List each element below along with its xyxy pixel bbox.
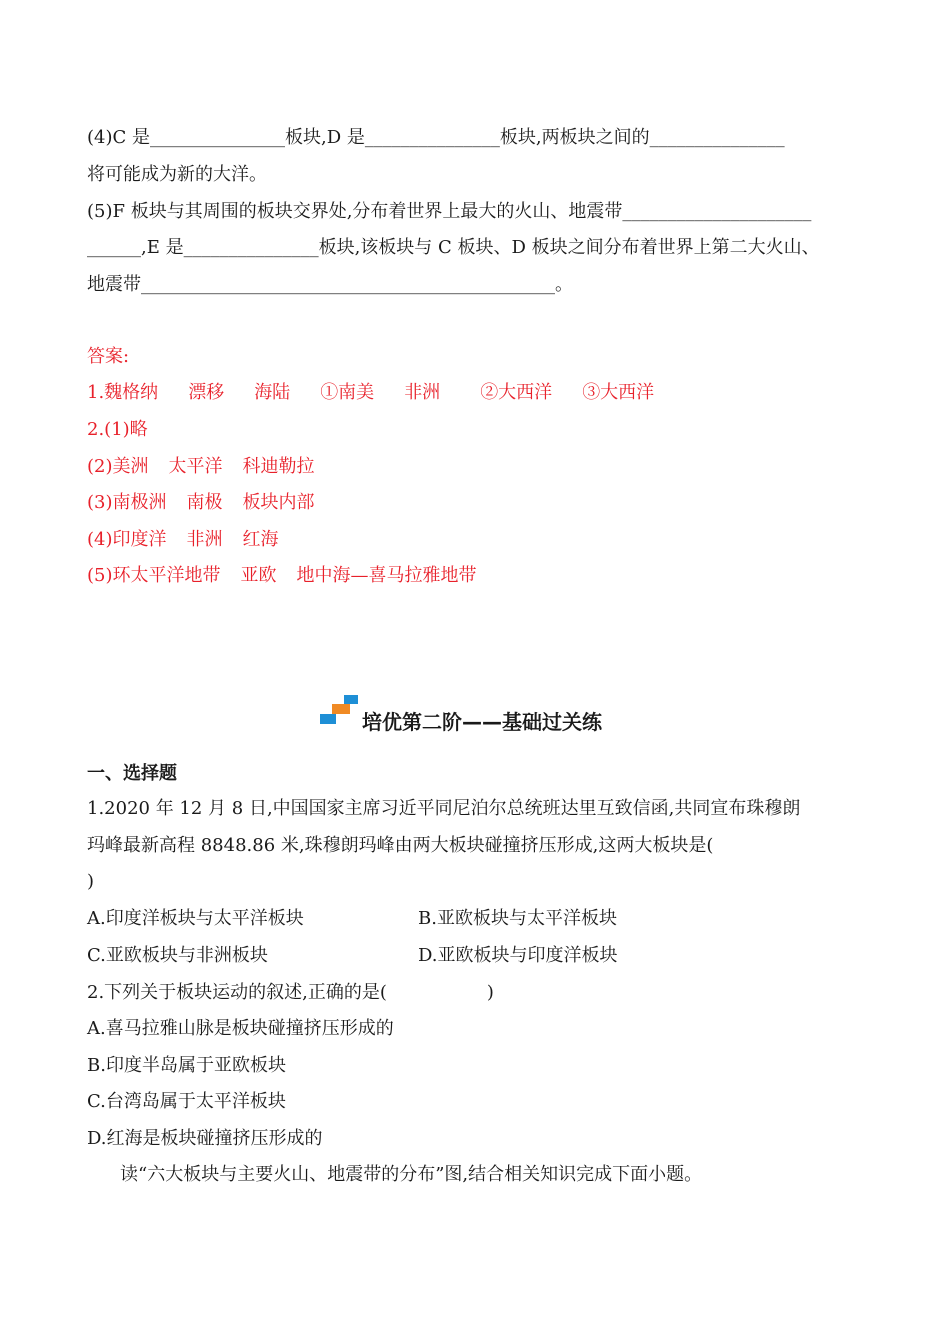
- q2-option-a[interactable]: A.喜马拉雅山脉是板块碰撞挤压形成的: [87, 1018, 394, 1039]
- answer-row-1: [87, 381, 654, 405]
- q2-option-c[interactable]: C.台湾岛属于太平洋板块: [87, 1091, 286, 1112]
- answer-item: 地中海—喜马拉雅地带: [296, 565, 477, 586]
- answer-row-4: [87, 491, 315, 515]
- answer-item: 非洲: [404, 382, 441, 403]
- answer-item: (2)美洲: [87, 456, 149, 477]
- q1-options-row2: [87, 944, 867, 968]
- answer-item: 南极: [186, 492, 223, 513]
- q5-line2: ______,E 是_______________板块,该板块与 C 板块、D 板块之间分布着世界上第二大火山、: [87, 237, 820, 258]
- option-c[interactable]: C.亚欧板块与非洲板块: [87, 945, 268, 966]
- q4-line2: 将可能成为新的大洋。: [87, 164, 267, 185]
- answer-item: (3)南极洲: [87, 492, 167, 513]
- q1-line2: 玛峰最新高程 8848.86 米,珠穆朗玛峰由两大板块碰撞挤压形成,这两大板块是(: [87, 835, 714, 856]
- answer-item: ①南美: [320, 382, 375, 403]
- answer-row-3: [87, 455, 315, 479]
- q1-line3: ): [87, 871, 95, 892]
- answer-item: 红海: [242, 529, 279, 550]
- answer-item: 板块内部: [242, 492, 315, 513]
- option-d[interactable]: D.亚欧板块与印度洋板块: [418, 945, 618, 966]
- answer-item: 非洲: [186, 529, 223, 550]
- answer-item: 科迪勒拉: [242, 456, 315, 477]
- answer-item: ③大西洋: [582, 382, 655, 403]
- section-heading: 一、选择题: [87, 763, 177, 784]
- answer-item: 太平洋: [168, 456, 223, 477]
- answer-item: 漂移: [188, 382, 225, 403]
- answer-item: 1.魏格纳: [87, 382, 159, 403]
- q4-line1: (4)C 是_______________板块,D 是_______________板块,两板块之间的_______________: [87, 127, 785, 148]
- q1-line1: 1.2020 年 12 月 8 日,中国国家主席习近平同尼泊尔总统班达里互致信函,共同宣布珠穆朗: [87, 798, 801, 819]
- q5-line1: (5)F 板块与其周围的板块交界处,分布着世界上最大的火山、地震带_____________________: [87, 201, 812, 222]
- option-a[interactable]: A.印度洋板块与太平洋板块: [87, 908, 304, 929]
- q2-paren: ): [486, 982, 494, 1003]
- answer-row-5: [87, 528, 279, 552]
- q2-stem: [87, 981, 494, 1005]
- answer-row-6: [87, 564, 477, 588]
- option-b[interactable]: B.亚欧板块与太平洋板块: [418, 908, 617, 929]
- q2-option-b[interactable]: B.印度半岛属于亚欧板块: [87, 1055, 286, 1076]
- answer-item: 亚欧: [240, 565, 277, 586]
- answer-row-2: 2.(1)略: [87, 419, 148, 440]
- q5-line3: 地震带______________________________________________。: [87, 274, 573, 295]
- q2-text: 2.下列关于板块运动的叙述,正确的是(: [87, 982, 387, 1003]
- section-title: 培优第二阶——基础过关练: [362, 710, 602, 734]
- section-logo-icon: [320, 695, 360, 729]
- answer-label: 答案:: [87, 346, 130, 367]
- answer-item: ②大西洋: [480, 382, 553, 403]
- q1-options-row1: [87, 907, 867, 931]
- answer-item: 海陆: [254, 382, 291, 403]
- answer-item: (4)印度洋: [87, 529, 167, 550]
- answer-item: (5)环太平洋地带: [87, 565, 221, 586]
- reading-instruction: 读“六大板块与主要火山、地震带的分布”图,结合相关知识完成下面小题。: [120, 1164, 703, 1185]
- q2-option-d[interactable]: D.红海是板块碰撞挤压形成的: [87, 1128, 323, 1149]
